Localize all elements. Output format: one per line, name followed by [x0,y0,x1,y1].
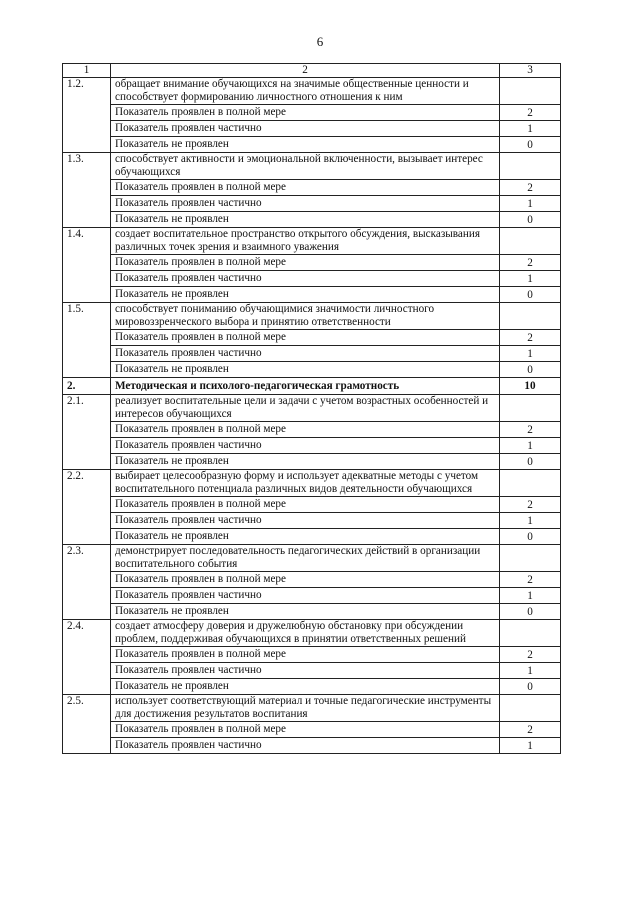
criterion-number: 1.4. [63,228,111,303]
criterion-number: 1.2. [63,78,111,153]
criterion-row [63,695,561,722]
criterion-row [63,228,561,255]
criterion-number: 1.3. [63,153,111,228]
indicator-score: 2 [500,497,561,513]
indicator-row [63,738,561,754]
section-number: 2. [63,378,111,395]
criterion-text: способствует пониманию обучающимися значимости личностного мировоззренческого выбора и принятию ответственности [111,303,500,330]
page-number: 6 [316,34,324,49]
indicator-score: 1 [500,738,561,754]
indicator-label: Показатель проявлен частично [111,588,500,604]
indicator-label: Показатель не проявлен [111,212,500,228]
indicator-label: Показатель проявлен в полной мере [111,497,500,513]
indicator-row [63,454,561,470]
criterion-row [63,470,561,497]
indicator-label: Показатель проявлен частично [111,196,500,212]
section-score: 10 [500,378,561,395]
indicator-score: 2 [500,572,561,588]
indicator-label: Показатель проявлен в полной мере [111,647,500,663]
criterion-number: 2.5. [63,695,111,754]
indicator-row [63,330,561,346]
indicator-row [63,572,561,588]
criterion-score-empty [500,303,561,330]
indicator-label: Показатель не проявлен [111,137,500,153]
indicator-score: 1 [500,663,561,679]
indicator-label: Показатель проявлен частично [111,738,500,754]
criterion-score-empty [500,470,561,497]
table-header-row [63,64,561,78]
indicator-row [63,604,561,620]
indicator-row [63,287,561,303]
indicator-score: 0 [500,604,561,620]
indicator-row [63,121,561,137]
indicator-label: Показатель проявлен частично [111,513,500,529]
indicator-label: Показатель не проявлен [111,362,500,378]
indicator-label: Показатель проявлен в полной мере [111,572,500,588]
indicator-score: 2 [500,330,561,346]
indicator-score: 0 [500,137,561,153]
section-row [63,378,561,395]
indicator-row [63,255,561,271]
column-header-number: 1 [63,64,111,78]
criterion-number: 1.5. [63,303,111,378]
criterion-number: 2.4. [63,620,111,695]
indicator-score: 1 [500,271,561,287]
indicator-row [63,422,561,438]
indicator-label: Показатель проявлен в полной мере [111,422,500,438]
criterion-score-empty [500,228,561,255]
criterion-row [63,545,561,572]
indicator-row [63,137,561,153]
criterion-score-empty [500,695,561,722]
criterion-text: создает атмосферу доверия и дружелюбную обстановку при обсуждении проблем, поддерживая обучающихся в принятии ответственных решений [111,620,500,647]
indicator-row [63,196,561,212]
criterion-text: реализует воспитательные цели и задачи с учетом возрастных особенностей и интересов обучающихся [111,395,500,422]
indicator-score: 2 [500,255,561,271]
indicator-row [63,722,561,738]
criterion-text: способствует активности и эмоциональной включенности, вызывает интерес обучающихся [111,153,500,180]
criterion-row [63,78,561,105]
criterion-number: 2.2. [63,470,111,545]
indicator-label: Показатель проявлен частично [111,438,500,454]
criterion-score-empty [500,620,561,647]
indicator-score: 0 [500,454,561,470]
indicator-row [63,588,561,604]
indicator-row [63,663,561,679]
indicator-score: 0 [500,287,561,303]
criterion-number: 2.3. [63,545,111,620]
indicator-label: Показатель проявлен в полной мере [111,722,500,738]
indicator-row [63,497,561,513]
indicator-row [63,529,561,545]
criteria-table [62,63,561,754]
indicator-label: Показатель не проявлен [111,529,500,545]
criterion-text: создает воспитательное пространство открытого обсуждения, высказывания различных точек зрения и взаимного уважения [111,228,500,255]
indicator-score: 0 [500,362,561,378]
indicator-label: Показатель не проявлен [111,604,500,620]
indicator-row [63,362,561,378]
criterion-text: обращает внимание обучающихся на значимые общественные ценности и способствует формированию личностного отношения к ним [111,78,500,105]
indicator-score: 2 [500,180,561,196]
indicator-row [63,105,561,121]
criterion-score-empty [500,395,561,422]
indicator-label: Показатель не проявлен [111,679,500,695]
indicator-label: Показатель проявлен частично [111,346,500,362]
criterion-row [63,303,561,330]
indicator-score: 1 [500,588,561,604]
indicator-label: Показатель проявлен частично [111,271,500,287]
indicator-score: 1 [500,513,561,529]
criterion-row [63,395,561,422]
indicator-row [63,212,561,228]
indicator-score: 0 [500,679,561,695]
criterion-row [63,153,561,180]
criterion-score-empty [500,78,561,105]
indicator-label: Показатель проявлен в полной мере [111,105,500,121]
indicator-score: 0 [500,529,561,545]
criterion-score-empty [500,153,561,180]
section-title: Методическая и психолого-педагогическая грамотность [111,378,500,395]
indicator-score: 1 [500,121,561,137]
indicator-row [63,513,561,529]
indicator-score: 2 [500,722,561,738]
column-header-score: 3 [500,64,561,78]
criterion-row [63,620,561,647]
indicator-row [63,180,561,196]
indicator-row [63,271,561,287]
indicator-score: 1 [500,438,561,454]
criterion-text: выбирает целесообразную форму и использует адекватные методы с учетом воспитательного потенциала различных видов деятельности обучающихся [111,470,500,497]
indicator-score: 2 [500,647,561,663]
indicator-label: Показатель проявлен в полной мере [111,255,500,271]
indicator-label: Показатель проявлен частично [111,663,500,679]
indicator-row [63,679,561,695]
indicator-score: 1 [500,196,561,212]
indicator-row [63,346,561,362]
indicator-row [63,647,561,663]
indicator-label: Показатель проявлен в полной мере [111,330,500,346]
indicator-label: Показатель проявлен в полной мере [111,180,500,196]
criterion-score-empty [500,545,561,572]
indicator-score: 2 [500,422,561,438]
criterion-text: использует соответствующий материал и точные педагогические инструменты для достижения результатов воспитания [111,695,500,722]
criterion-number: 2.1. [63,395,111,470]
indicator-label: Показатель не проявлен [111,454,500,470]
indicator-row [63,438,561,454]
indicator-score: 0 [500,212,561,228]
criterion-text: демонстрирует последовательность педагогических действий в организации воспитательного события [111,545,500,572]
indicator-score: 1 [500,346,561,362]
indicator-label: Показатель не проявлен [111,287,500,303]
indicator-label: Показатель проявлен частично [111,121,500,137]
indicator-score: 2 [500,105,561,121]
column-header-criterion: 2 [111,64,500,78]
